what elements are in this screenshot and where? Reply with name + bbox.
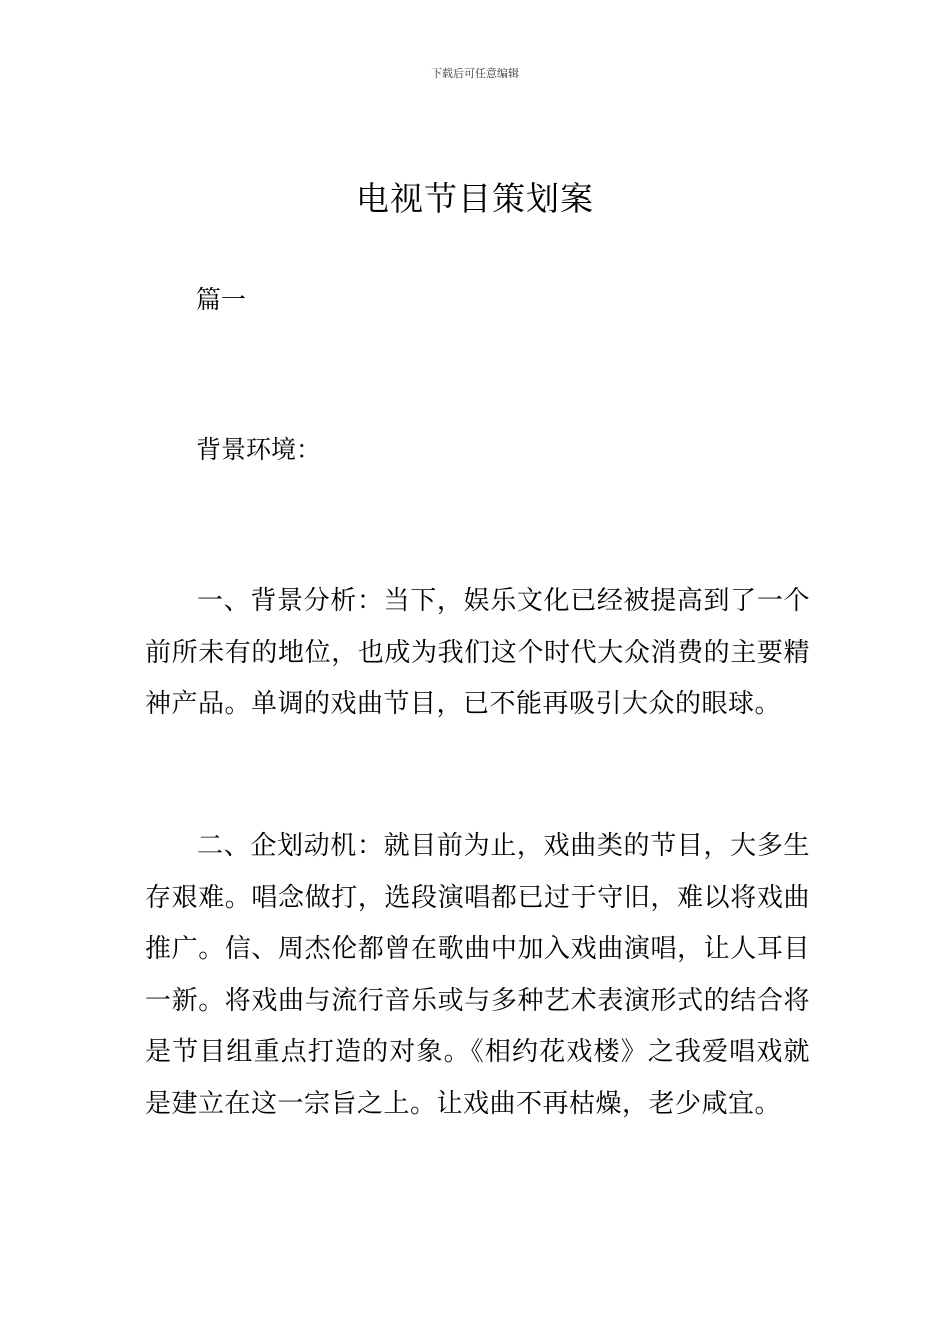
paragraph-planning-motivation: 二、企划动机：就目前为止，戏曲类的节目，大多生存艰难。唱念做打，选段演唱都已过于守旧，难以将戏曲推广。信、周杰伦都曾在歌曲中加入戏曲演唱，让人耳目一新。将戏曲与流行音乐或与多种艺术表演形式的结合将是节目组重点打造的对象。《相约花戏楼》之我爱唱戏就是建立在这一宗旨之上。让戏曲不再枯燥，老少咸宜。 [145,831,810,1119]
document-title: 电视节目策划案 [356,179,594,218]
header-note: 下载后可任意编辑 [431,67,519,80]
subheading-background: 背景环境： [196,435,322,464]
section-label: 篇一 [196,285,247,314]
paragraph-background-analysis: 一、背景分析：当下，娱乐文化已经被提高到了一个前所未有的地位，也成为我们这个时代大众消费的主要精神产品。单调的戏曲节目，已不能再吸引大众的眼球。 [145,586,810,720]
